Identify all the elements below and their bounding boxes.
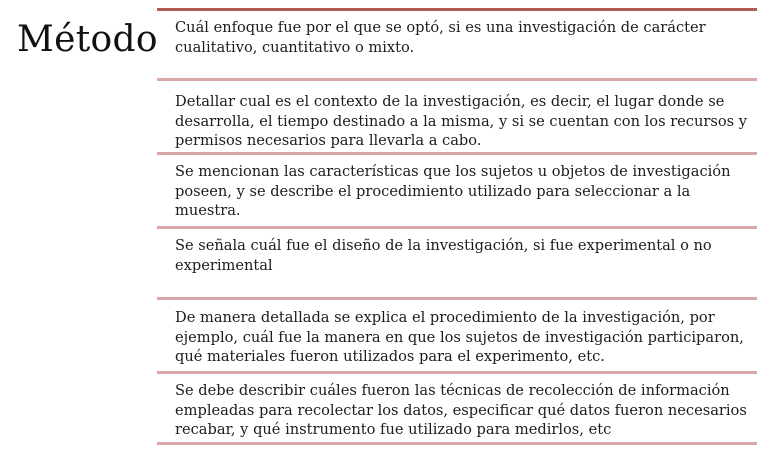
separator-6 xyxy=(157,442,757,445)
separator-5 xyxy=(157,371,757,374)
separator-4 xyxy=(157,297,757,300)
list-item-3: Se mencionan las características que los sujetos u objetos de investigación poseen, y se describe el procedimiento utilizado para seleccionar a la muestra. xyxy=(175,163,731,219)
separator-2 xyxy=(157,152,757,155)
list-item-5: De manera detallada se explica el procedimiento de la investigación, por ejemplo, cuál fue la manera en que los sujetos de investigación participaron, qué materiales fueron utilizados para el experimento, etc. xyxy=(175,309,744,365)
separator-1 xyxy=(157,78,757,81)
list-item-4: Se señala cuál fue el diseño de la investigación, si fue experimental o no experimental xyxy=(175,237,712,274)
list-item-6: Se debe describir cuáles fueron las técnicas de recolección de información empleadas para recolectar los datos, especificar qué datos fueron necesarios recabar, y qué instrumento fue utilizado para medirlos, etc xyxy=(175,382,747,438)
top-rule xyxy=(157,8,757,11)
page-title: Método xyxy=(17,19,158,60)
list-item-2: Detallar cual es el contexto de la investigación, es decir, el lugar donde se desarrolla, el tiempo destinado a la misma, y si se cuentan con los recursos y permisos necesarios para llevarla a cabo. xyxy=(175,93,748,149)
separator-3 xyxy=(157,226,757,229)
list-item-1: Cuál enfoque fue por el que se optó, si es una investigación de carácter cualitativo, cuantitativo o mixto. xyxy=(175,19,706,56)
